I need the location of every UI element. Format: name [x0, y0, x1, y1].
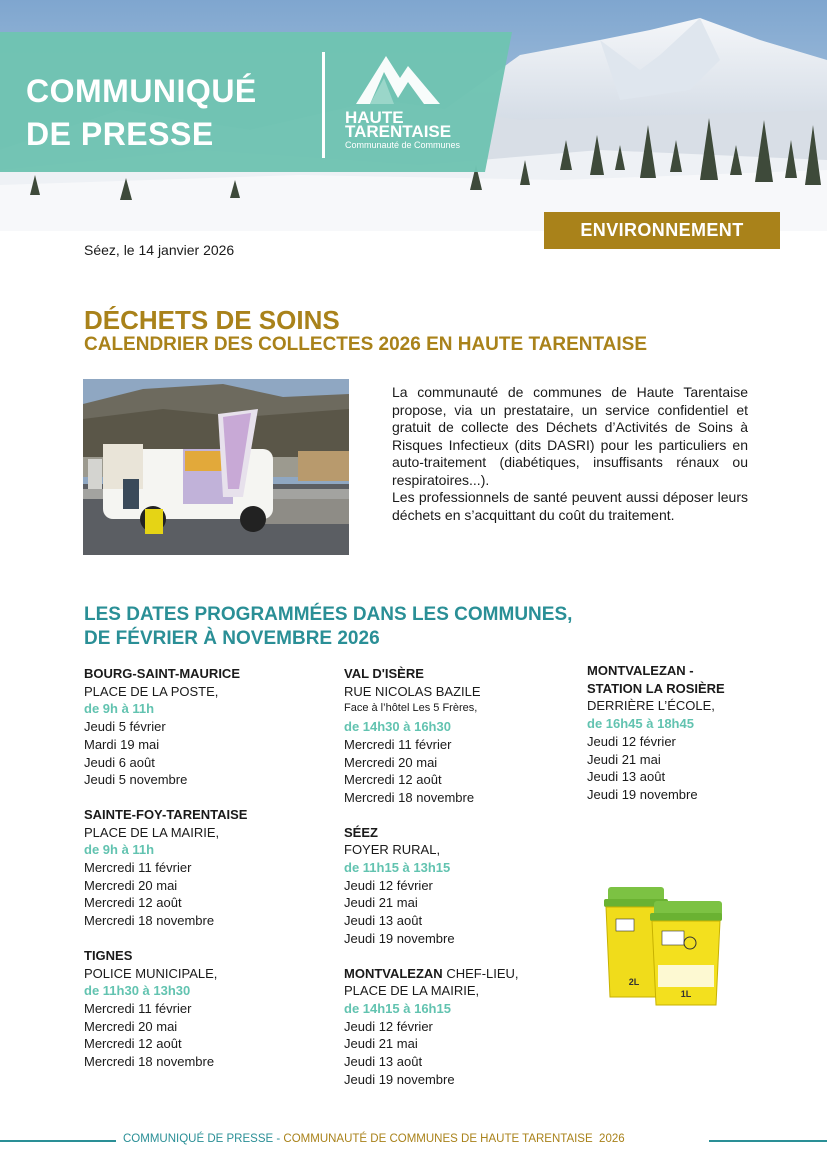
container-large-label: 2L [628, 977, 640, 987]
schedule-column-1 [84, 665, 247, 1088]
collection-date: Jeudi 21 mai [344, 1036, 418, 1052]
collection-date: Jeudi 19 novembre [344, 930, 455, 946]
logo-name-line-2: TARENTAISE [345, 122, 452, 141]
collection-date: Jeudi 12 février [587, 733, 676, 749]
collection-date: Mercredi 12 août [84, 1036, 182, 1052]
schedule-column-2 [344, 665, 519, 1105]
commune-block-bourg-saint-maurice [84, 665, 247, 789]
collection-place-note: Face à l’hôtel Les 5 Frères, [344, 702, 478, 715]
commune-name: SAINTE-FOY-TARENTAISE [84, 806, 248, 822]
commune-name: VAL D'ISÈRE [344, 666, 424, 681]
sharps-containers-illustration [598, 885, 728, 1015]
commune-block-val-disere [344, 665, 519, 807]
footer-label: COMMUNIQUÉ DE PRESSE [123, 1133, 274, 1145]
intro-text [392, 384, 748, 524]
dateline: Séez, le 14 janvier 2026 [84, 242, 235, 258]
footer [123, 1133, 625, 1145]
collection-date: Mercredi 18 novembre [84, 913, 215, 929]
collection-date: Jeudi 21 mai [344, 895, 418, 911]
commune-heading [344, 965, 519, 983]
commune-block-montvalezan-chef-lieu [344, 965, 519, 1089]
logo-subtitle: Communauté de Communes [345, 140, 461, 150]
commune-block-tignes [84, 947, 247, 1071]
collection-date: Jeudi 5 novembre [84, 772, 188, 788]
commune-name-suffix: CHEF-LIEU, [442, 965, 519, 981]
collection-place: FOYER RURAL, [344, 842, 441, 858]
collection-date: Mercredi 11 février [84, 860, 192, 876]
collection-time: de 16h45 à 18h45 [587, 716, 694, 732]
collection-date: Mercredi 18 novembre [84, 1054, 215, 1070]
collection-date: Jeudi 13 août [344, 1054, 423, 1070]
logo-name-line-1: HAUTE [345, 108, 404, 127]
commune-block-montvalezan-la-rosiere [587, 662, 725, 804]
collection-place: PLACE DE LA MAIRIE, [84, 824, 220, 840]
collection-date: Jeudi 21 mai [587, 751, 661, 767]
collection-time: de 14h30 à 16h30 [344, 719, 451, 735]
collection-time: de 11h30 à 13h30 [84, 983, 191, 999]
title-line-1: COMMUNIQUÉ [26, 73, 257, 109]
collection-date: Jeudi 5 février [84, 719, 166, 735]
schedule-title [84, 603, 572, 651]
commune-block-seez [344, 824, 519, 948]
collection-place: RUE NICOLAS BAZILE [344, 683, 481, 699]
collection-date: Mercredi 11 février [84, 1000, 192, 1016]
title-line-2: DE PRESSE [26, 116, 214, 152]
collection-time: de 9h à 11h [84, 701, 155, 717]
collection-date: Jeudi 19 novembre [344, 1071, 455, 1087]
collection-date: Mercredi 20 mai [84, 1018, 178, 1034]
schedule-column-3 [587, 662, 725, 821]
footer-year: 2026 [599, 1133, 625, 1145]
collection-van-photo [83, 379, 349, 555]
headline-subtitle: CALENDRIER DES COLLECTES 2026 EN HAUTE TARENTAISE [84, 334, 648, 355]
collection-date: Jeudi 13 août [344, 913, 423, 929]
schedule-title-line-2: DE FÉVRIER À NOVEMBRE 2026 [84, 628, 380, 649]
commune-name: BOURG-SAINT-MAURICE [84, 666, 240, 681]
commune-name: SÉEZ [344, 824, 378, 840]
collection-date: Mercredi 20 mai [344, 754, 438, 770]
collection-date: Mercredi 12 août [344, 772, 442, 788]
category-badge: ENVIRONNEMENT [544, 212, 780, 249]
collection-date: Jeudi 6 août [84, 754, 155, 770]
collection-time: de 14h15 à 16h15 [344, 1000, 451, 1016]
footer-separator: - [273, 1133, 284, 1145]
title-divider [322, 52, 325, 158]
collection-place: DERRIÈRE L’ÉCOLE, [587, 698, 715, 714]
schedule-title-line-1: LES DATES PROGRAMMÉES DANS LES COMMUNES, [84, 604, 573, 625]
intro-paragraph-1: La communauté de communes de Haute Tarentaise propose, via un prestataire, un service confidentiel et gratuit de collecte des Déchets d’Activités de Soins à Risques Infectieux (dits DASRI) pour les particuliers en auto-traitement (diabétiques, insuffisants rénaux ou respiratoires...). [392, 384, 748, 488]
collection-place: PLACE DE LA MAIRIE, [344, 983, 480, 999]
collection-time: de 11h15 à 13h15 [344, 860, 451, 876]
collection-date: Mercredi 20 mai [84, 877, 178, 893]
container-small-label: 1L [680, 989, 692, 999]
commune-name: MONTVALEZAN [344, 965, 443, 981]
collection-place: POLICE MUNICIPALE, [84, 965, 218, 981]
intro-paragraph-2: Les professionnels de santé peuvent aussi déposer leurs déchets en s’acquittant du coût du traitement. [392, 489, 748, 523]
collection-date: Jeudi 19 novembre [587, 786, 698, 802]
collection-date: Mercredi 12 août [84, 895, 182, 911]
footer-rule-left [0, 1140, 116, 1142]
commune-block-sainte-foy-tarentaise [84, 806, 247, 930]
collection-date: Mardi 19 mai [84, 736, 160, 752]
footer-rule-right [709, 1140, 827, 1142]
collection-date: Mercredi 11 février [344, 736, 452, 752]
collection-place: PLACE DE LA POSTE, [84, 683, 219, 699]
press-release-title [26, 70, 316, 156]
commune-name: MONTVALEZAN - [587, 663, 694, 678]
collection-date: Jeudi 12 février [344, 877, 433, 893]
collection-date: Jeudi 12 février [344, 1018, 433, 1034]
commune-name: TIGNES [84, 947, 133, 963]
collection-time: de 9h à 11h [84, 842, 155, 858]
collection-date: Mercredi 18 novembre [344, 789, 475, 805]
footer-organisation: COMMUNAUTÉ DE COMMUNES DE HAUTE TARENTAISE [283, 1133, 593, 1145]
collection-date: Jeudi 13 août [587, 769, 666, 785]
commune-name-line-2: STATION LA ROSIÈRE [587, 680, 725, 696]
headline-title: DÉCHETS DE SOINS [84, 305, 340, 335]
